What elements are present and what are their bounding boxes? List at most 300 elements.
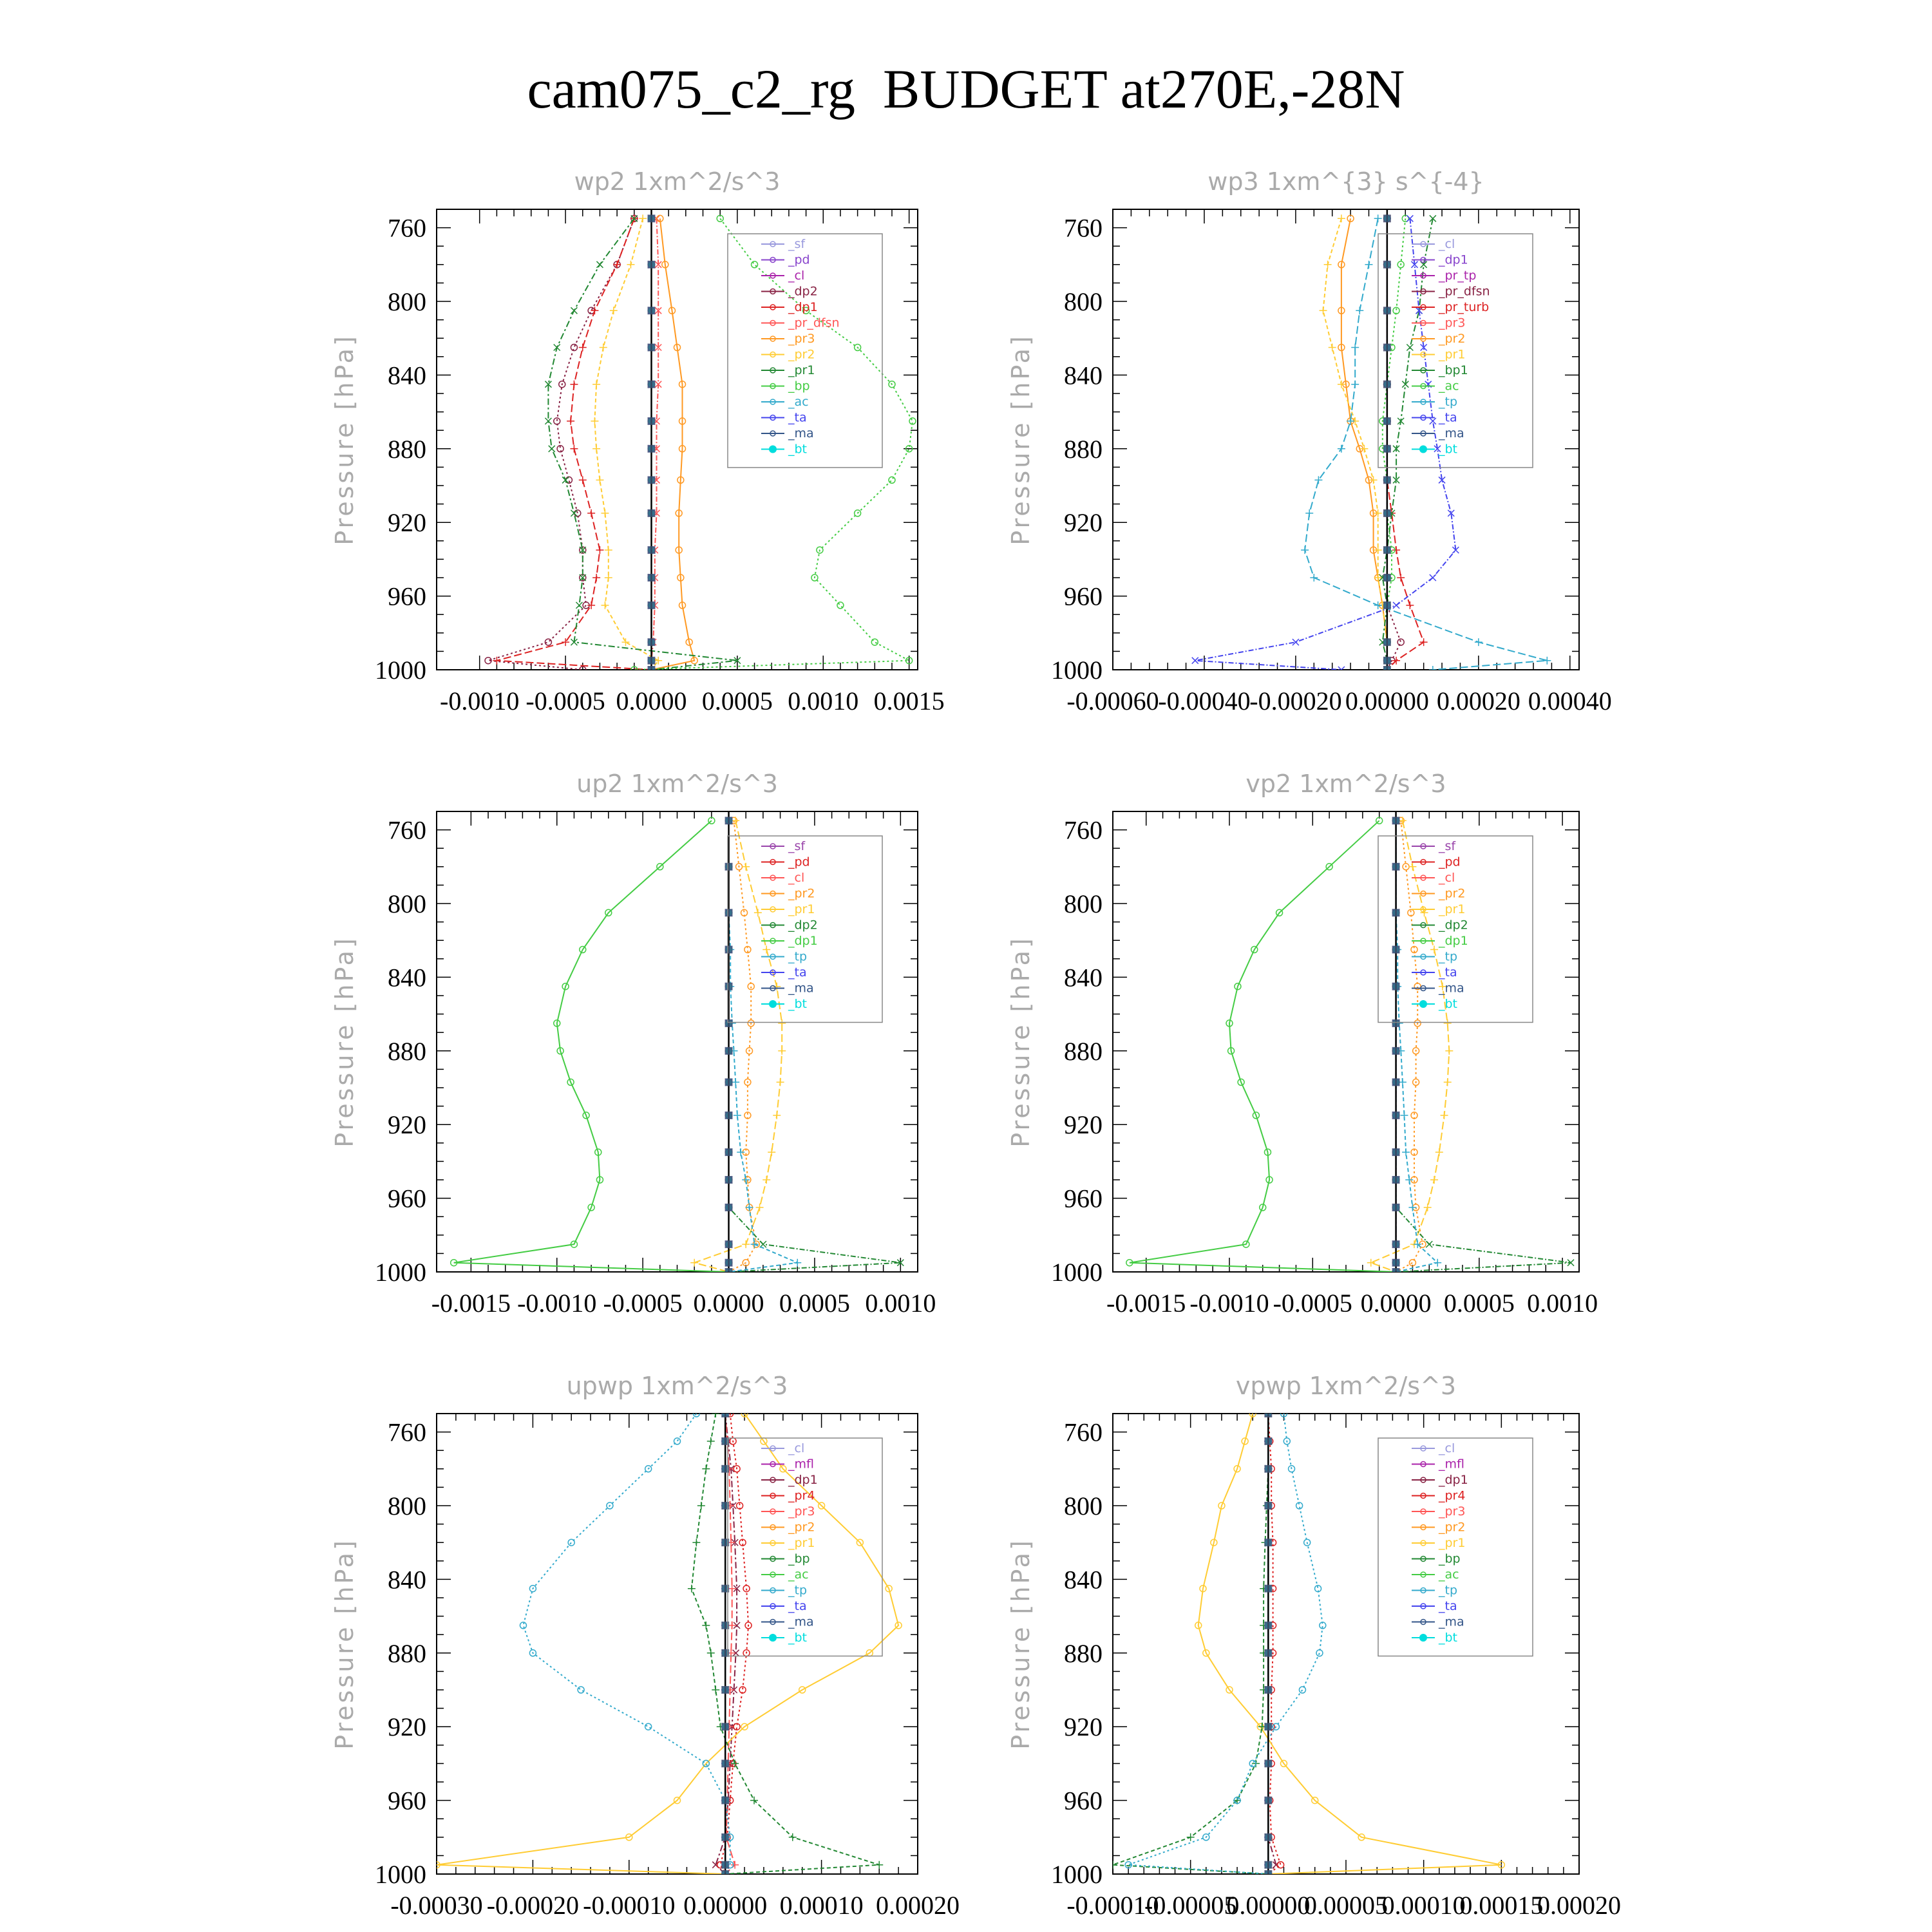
legend-entry: _pr2 [1439, 886, 1466, 901]
stacked-marker [1264, 1437, 1272, 1445]
data-point [568, 1539, 574, 1546]
stacked-marker [647, 666, 655, 674]
series-line-dp2 [488, 218, 634, 670]
legend-entry: _ta [788, 1599, 807, 1613]
data-point [605, 574, 612, 582]
x-tick-label: 0.00010 [1381, 1891, 1466, 1920]
data-point [1356, 307, 1363, 314]
stacked-marker [1264, 1539, 1272, 1546]
legend-entry: _sf [788, 237, 806, 251]
stacked-marker [1383, 417, 1391, 425]
x-tick-label: 0.0010 [865, 1289, 936, 1318]
stacked-marker [1264, 1585, 1272, 1593]
x-tick-label: -0.0015 [431, 1289, 511, 1318]
data-point [1338, 445, 1345, 453]
legend-entry: _ma [788, 1615, 814, 1629]
stacked-marker [721, 1686, 729, 1694]
data-point [1402, 1148, 1410, 1156]
legend-entry: _pr_dfsn [788, 316, 840, 330]
y-axis-label: Pressure [hPa] [1007, 936, 1035, 1148]
legend-entry: _mfl [788, 1457, 814, 1472]
data-point [777, 1078, 784, 1086]
stacked-marker [1383, 381, 1391, 388]
chart-panel-3 [330, 770, 936, 1318]
stacked-marker [1383, 307, 1391, 314]
legend [1378, 836, 1533, 1023]
stacked-marker [1392, 1019, 1400, 1027]
data-point [712, 1686, 719, 1694]
data-point [579, 344, 587, 352]
data-point [493, 657, 500, 665]
stacked-marker [1383, 638, 1391, 646]
legend-entry: _tp [1439, 395, 1458, 409]
data-point [545, 418, 551, 424]
y-tick-label: 840 [1064, 963, 1103, 992]
x-tick-label: 0.00000 [1226, 1891, 1311, 1920]
legend-entry: _ma [1439, 1615, 1464, 1629]
stacked-marker [1264, 1833, 1272, 1841]
y-tick-label: 1000 [1051, 1860, 1103, 1889]
y-tick-label: 840 [388, 1565, 426, 1595]
stacked-marker [647, 546, 655, 554]
x-tick-label: -0.0005 [603, 1289, 683, 1318]
stacked-marker [1383, 574, 1391, 582]
x-tick-label: 0.0010 [788, 687, 859, 715]
x-tick-label: 0.00000 [1345, 687, 1429, 715]
data-point [748, 983, 754, 990]
stacked-marker [1392, 1240, 1400, 1248]
stacked-marker [725, 1112, 733, 1119]
stacked-marker [647, 445, 655, 453]
data-point [578, 1687, 584, 1693]
x-tick-label: -0.00005 [1144, 1891, 1237, 1920]
data-point [875, 1861, 883, 1869]
legend-entry: _pd [1439, 855, 1461, 869]
stacked-marker [647, 476, 655, 484]
y-tick-label: 880 [1064, 1638, 1103, 1668]
series-group [451, 811, 904, 1276]
y-axis-label: Pressure [hPa] [330, 1538, 359, 1750]
x-tick-label: 0.00010 [779, 1891, 864, 1920]
x-tick-label: 0.0005 [779, 1289, 850, 1318]
legend-entry: _mfl [1439, 1457, 1464, 1472]
data-point [674, 1438, 681, 1444]
data-point [601, 509, 609, 517]
series-group [485, 209, 916, 674]
data-point [579, 476, 587, 484]
data-point [1351, 344, 1359, 352]
data-point [592, 381, 600, 388]
legend-entry: _pr2 [788, 347, 815, 362]
series-group [1126, 811, 1574, 1276]
legend-entry: _cl [1439, 1441, 1455, 1455]
legend-entry: _pr1 [1439, 902, 1466, 916]
data-point [789, 1833, 797, 1841]
x-tick-label: -0.0010 [517, 1289, 597, 1318]
stacked-marker [1264, 1861, 1272, 1869]
legend-entry: _sf [1439, 839, 1456, 853]
stacked-marker [1392, 909, 1400, 916]
legend-entry: _dp1 [788, 1473, 818, 1487]
chart-panel-5 [330, 1372, 960, 1920]
data-point [1475, 638, 1482, 646]
x-tick-label: -0.0010 [440, 687, 520, 715]
data-point [1299, 1687, 1305, 1693]
series-line-dp2 [1396, 820, 1571, 1272]
legend-marker [769, 446, 777, 453]
x-tick-label: 0.0010 [1527, 1289, 1598, 1318]
stacked-marker [1392, 1047, 1400, 1055]
panel-title: wp3 1xm^{3} s^{-4} [1208, 167, 1484, 196]
data-point [746, 1204, 753, 1211]
data-point [1424, 1204, 1432, 1211]
data-point [1401, 1112, 1408, 1119]
legend-entry: _pr1 [788, 363, 815, 377]
stacked-marker [1383, 509, 1391, 517]
legend-entry: _dp1 [1439, 252, 1468, 267]
data-point [1316, 1650, 1323, 1656]
stacked-marker [1392, 1259, 1400, 1267]
y-tick-label: 800 [1064, 287, 1103, 316]
series-line-dp1 [1268, 1414, 1276, 1874]
stacked-marker [1264, 1502, 1272, 1510]
y-tick-label: 760 [388, 213, 426, 243]
x-tick-label: 0.00005 [1304, 1891, 1388, 1920]
x-tick-label: 0.00020 [876, 1891, 960, 1920]
stacked-marker [721, 1861, 729, 1869]
data-point [570, 381, 578, 388]
stacked-marker [1264, 1649, 1272, 1657]
y-tick-label: 760 [388, 815, 426, 845]
data-point [610, 307, 618, 314]
legend-entry: _dp2 [788, 918, 818, 933]
stacked-marker [725, 817, 733, 824]
data-point [1374, 574, 1382, 582]
legend-entry: _bp [1439, 1551, 1461, 1566]
x-tick-label: 0.00015 [1459, 1891, 1544, 1920]
legend-entry: _dp1 [788, 934, 818, 948]
stacked-marker [647, 417, 655, 425]
legend-entry: _bt [1439, 442, 1458, 457]
stacked-marker [1264, 1465, 1272, 1473]
legend-entry: _ta [788, 410, 807, 425]
legend-entry: _pr_tp [1439, 269, 1477, 283]
series-line-bp [634, 218, 913, 670]
legend-entry: _tp [1439, 949, 1458, 964]
legend-marker [769, 1000, 777, 1008]
stacked-marker [1392, 1112, 1400, 1119]
data-point [1435, 1148, 1443, 1156]
plot-frame [437, 811, 918, 1272]
data-point [1430, 574, 1436, 581]
stacked-marker [725, 1259, 733, 1267]
legend-entry: _tp [788, 1583, 808, 1598]
stacked-marker [725, 1240, 733, 1248]
stacked-marker [721, 1833, 729, 1841]
legend-entry: _pr_turb [1439, 300, 1490, 314]
legend-entry: _bt [1439, 1631, 1458, 1645]
data-point [1445, 1047, 1453, 1055]
stacked-marker [647, 214, 655, 222]
data-point [742, 1240, 750, 1248]
data-point [750, 1797, 758, 1804]
y-tick-label: 800 [1064, 889, 1103, 918]
data-point [754, 909, 762, 916]
stacked-marker [725, 1268, 733, 1276]
stacked-marker [1264, 1622, 1272, 1629]
legend-entry: _ta [1439, 965, 1457, 980]
stacked-marker [1383, 344, 1391, 352]
legend-entry: _pr1 [788, 902, 815, 916]
y-tick-label: 960 [388, 1786, 426, 1815]
series-line-ta [1195, 218, 1456, 670]
y-tick-label: 760 [388, 1417, 426, 1447]
y-tick-label: 920 [1064, 508, 1103, 538]
data-point [756, 1204, 764, 1211]
data-point [627, 261, 634, 269]
y-tick-label: 760 [1064, 815, 1103, 845]
y-tick-label: 840 [1064, 1565, 1103, 1595]
series-line-bp [1113, 1414, 1268, 1874]
legend-entry: _ta [1439, 1599, 1457, 1613]
data-point [571, 510, 577, 516]
data-point [605, 546, 612, 554]
data-point [793, 1259, 801, 1267]
legend-entry: _ac [1439, 379, 1459, 393]
data-point [1347, 417, 1354, 425]
stacked-marker [725, 1078, 733, 1086]
data-point [600, 344, 607, 352]
data-point [712, 1410, 719, 1417]
x-tick-label: -0.00020 [486, 1891, 580, 1920]
stacked-marker [1264, 1797, 1272, 1804]
data-point [1393, 602, 1399, 609]
x-tick-label: 0.00020 [1436, 687, 1520, 715]
legend-entry: _bp1 [1439, 363, 1468, 377]
data-point [702, 1622, 710, 1629]
stacked-marker [1264, 1870, 1272, 1878]
y-tick-label: 1000 [375, 1258, 426, 1287]
page-title: cam075_c2_rg BUDGET at270E,-28N [527, 58, 1405, 120]
series-line-tp [1128, 1414, 1323, 1874]
legend-entry: _pr1 [788, 1536, 815, 1550]
legend-entry: _cl [788, 1441, 805, 1455]
panel-title: upwp 1xm^2/s^3 [566, 1372, 788, 1400]
legend [1378, 234, 1533, 468]
chart-panel-1 [330, 167, 945, 715]
data-point [702, 1465, 710, 1473]
data-point [1397, 639, 1404, 645]
stacked-marker [1392, 946, 1400, 954]
y-tick-label: 920 [1064, 1712, 1103, 1742]
legend-entry: _ac [788, 395, 809, 409]
legend-marker [1419, 446, 1427, 453]
data-point [871, 639, 878, 645]
y-axis-label: Pressure [hPa] [1007, 334, 1035, 545]
stacked-marker [1392, 983, 1400, 990]
legend-marker [1419, 1634, 1427, 1642]
y-tick-label: 760 [1064, 213, 1103, 243]
data-point [707, 1649, 715, 1657]
data-point [762, 946, 770, 954]
data-point [1338, 214, 1345, 222]
y-tick-label: 1000 [1051, 656, 1103, 685]
y-tick-label: 920 [388, 1712, 426, 1742]
y-tick-label: 800 [388, 1492, 426, 1520]
data-point [778, 1047, 786, 1055]
data-point [571, 345, 577, 351]
stacked-marker [1392, 1148, 1400, 1156]
stacked-marker [1383, 666, 1391, 674]
stacked-marker [725, 1176, 733, 1184]
y-tick-label: 840 [388, 361, 426, 390]
data-point [613, 261, 621, 269]
data-point [592, 445, 600, 453]
legend-entry: _pr4 [1439, 1488, 1466, 1503]
stacked-marker [647, 574, 655, 582]
data-point [574, 510, 581, 516]
stacked-marker [721, 1870, 729, 1878]
y-tick-label: 880 [388, 434, 426, 464]
data-point [1408, 863, 1416, 871]
stacked-marker [1264, 1686, 1272, 1694]
legend-entry: _sf [788, 839, 806, 853]
chart-panel-6 [1007, 1372, 1621, 1920]
plot-frame [437, 209, 918, 670]
legend-entry: _pd [788, 252, 810, 267]
data-point [596, 476, 603, 484]
stacked-marker [647, 381, 655, 388]
panel-title: wp2 1xm^2/s^3 [574, 167, 781, 196]
legend-marker [769, 1634, 777, 1642]
data-point [692, 1539, 700, 1546]
data-point [1367, 1259, 1375, 1267]
plot-frame [1113, 209, 1579, 670]
series-line-bp [692, 1414, 879, 1874]
data-point [592, 574, 600, 582]
data-point [1421, 909, 1428, 916]
x-tick-label: -0.00020 [1249, 687, 1342, 715]
series-line-dp1 [497, 218, 651, 670]
data-point [773, 1112, 781, 1119]
stacked-marker [1264, 1723, 1272, 1730]
series-line-tp [729, 820, 798, 1272]
data-point [1192, 658, 1198, 664]
data-point [591, 417, 598, 425]
data-point [562, 638, 569, 646]
x-tick-label: -0.00010 [1066, 1891, 1159, 1920]
data-point [601, 601, 609, 609]
stacked-marker [1392, 1268, 1400, 1276]
data-point [707, 1437, 715, 1445]
stacked-marker [647, 307, 655, 314]
legend-entry: _cl [788, 269, 805, 283]
x-tick-label: 0.0000 [616, 687, 687, 715]
legend-entry: _dp1 [788, 300, 818, 314]
stacked-marker [647, 601, 655, 609]
data-point [596, 261, 603, 268]
series-line-prturb [1387, 218, 1424, 670]
x-tick-label: -0.00010 [583, 1891, 676, 1920]
data-point [1320, 307, 1327, 314]
y-tick-label: 960 [388, 582, 426, 611]
legend [728, 836, 882, 1023]
data-point [752, 261, 758, 268]
y-tick-label: 920 [388, 508, 426, 538]
stacked-marker [1392, 863, 1400, 871]
legend-entry: _pr2 [788, 1520, 815, 1535]
data-point [567, 417, 574, 425]
stacked-marker [725, 909, 733, 916]
legend-entry: _pr3 [1439, 316, 1466, 330]
legend [1378, 1438, 1533, 1656]
data-point [549, 446, 555, 452]
data-point [1301, 546, 1309, 554]
data-point [1109, 1861, 1117, 1869]
legend-entry: _pd [788, 855, 810, 869]
legend-entry: _cl [1439, 237, 1455, 251]
data-point [1365, 261, 1372, 269]
data-point [621, 638, 629, 646]
data-point [1278, 1862, 1284, 1868]
y-tick-label: 840 [388, 963, 426, 992]
stacked-marker [725, 1019, 733, 1027]
legend-entry: _bp [788, 379, 810, 393]
stacked-marker [725, 1204, 733, 1211]
legend-entry: _pr3 [788, 1504, 815, 1519]
data-point [768, 1148, 775, 1156]
legend-entry: _ta [788, 965, 807, 980]
data-point [889, 477, 895, 483]
x-tick-label: 0.0000 [693, 1289, 764, 1318]
data-point [762, 1176, 770, 1184]
panel-title: vpwp 1xm^2/s^3 [1235, 1372, 1457, 1400]
stacked-marker [1383, 445, 1391, 453]
stacked-marker [1392, 817, 1400, 824]
legend-entry: _pr2 [1439, 332, 1466, 346]
stacked-marker [721, 1759, 729, 1767]
data-point [1397, 574, 1405, 582]
legend-entry: _cl [1439, 871, 1455, 885]
data-point [734, 1112, 741, 1119]
series-line-pr1 [694, 820, 782, 1272]
stacked-marker [721, 1723, 729, 1730]
y-tick-label: 800 [1064, 1492, 1103, 1520]
y-tick-label: 800 [388, 287, 426, 316]
legend-entry: _bt [1439, 997, 1458, 1011]
y-tick-label: 920 [388, 1110, 426, 1140]
legend-entry: _ma [1439, 426, 1464, 440]
stacked-marker [1383, 546, 1391, 554]
y-tick-label: 800 [388, 889, 426, 918]
data-point [587, 509, 595, 517]
series-line-pr1 [437, 1414, 898, 1874]
data-point [837, 602, 844, 609]
x-tick-label: 0.0005 [1443, 1289, 1515, 1318]
data-point [1305, 509, 1313, 517]
data-point [545, 639, 551, 645]
data-point [645, 1723, 652, 1730]
data-point [1406, 345, 1413, 351]
legend-entry: _dp1 [1439, 934, 1468, 948]
legend-entry: _pr3 [1439, 1504, 1466, 1519]
series-line-pr1 [1371, 820, 1450, 1272]
stacked-marker [1392, 1204, 1400, 1211]
y-tick-label: 880 [388, 1036, 426, 1066]
legend-entry: _ta [1439, 410, 1457, 425]
x-tick-label: 0.00000 [683, 1891, 768, 1920]
data-point [554, 418, 560, 424]
